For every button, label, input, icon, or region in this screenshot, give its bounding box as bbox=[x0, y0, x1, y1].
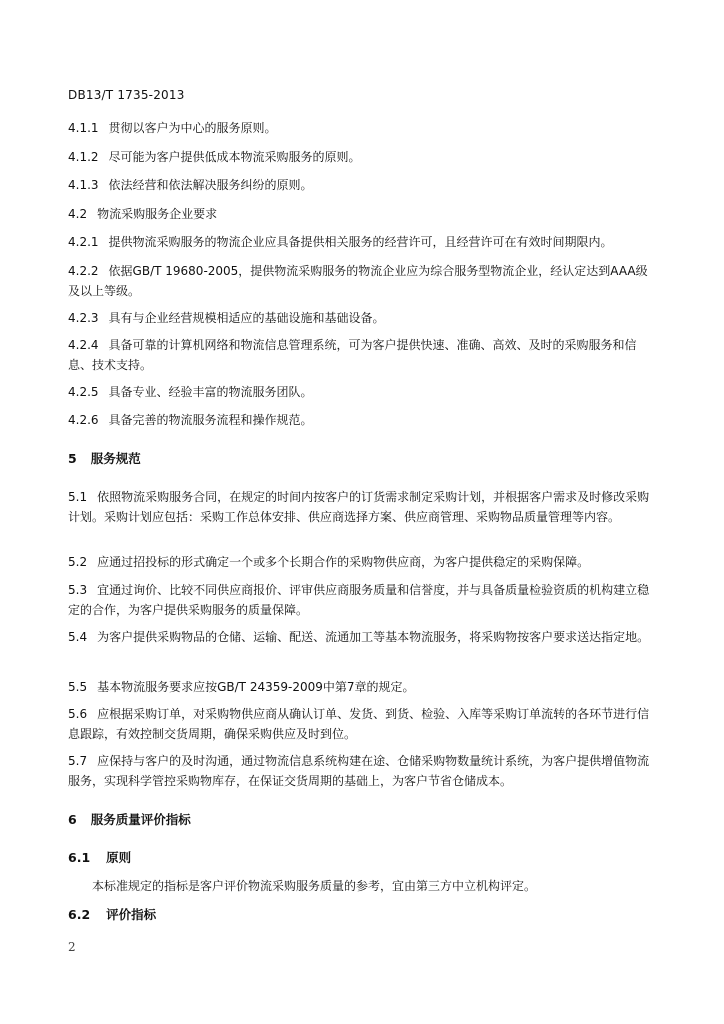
clause-4-2-6: 4.2.6 具备完善的物流服务流程和操作规范。 bbox=[68, 413, 313, 427]
section-6-1-body: 本标准规定的指标是客户评价物流采购服务质量的参考，宜由第三方中立机构评定。 bbox=[92, 879, 537, 893]
clause-5-3: 5.3 宜通过询价、比较不同供应商报价、评审供应商服务质量和信誉度，并与具备质量检验资质的机构建立稳定的合作，为客户提供采购服务的质量保障。 bbox=[68, 583, 650, 617]
clause-4-1-3: 4.1.3 依法经营和依法解决服务纠纷的原则。 bbox=[68, 178, 313, 192]
clause-5-6: 5.6 应根据采购订单，对采购物供应商从确认订单、发货、到货、检验、入库等采购订单流转的各环节进行信息跟踪，有效控制交货周期，确保采购供应及时到位。 bbox=[68, 707, 650, 741]
clause-4-1-1: 4.1.1 贯彻以客户为中心的服务原则。 bbox=[68, 121, 277, 135]
section-6-heading: 6 服务质量评价指标 bbox=[68, 812, 191, 827]
page-number: 2 bbox=[68, 940, 76, 954]
clause-4-1-2: 4.1.2 尽可能为客户提供低成本物流采购服务的原则。 bbox=[68, 150, 361, 164]
clause-4-2: 4.2 物流采购服务企业要求 bbox=[68, 207, 218, 221]
clause-4-2-3: 4.2.3 具有与企业经营规模相适应的基础设施和基础设备。 bbox=[68, 311, 385, 325]
clause-5-7: 5.7 应保持与客户的及时沟通，通过物流信息系统构建在途、仓储采购物数量统计系统，为客户提供增值物流服务，实现科学管控采购物库存，在保证交货周期的基础上，为客户节省仓储成本。 bbox=[68, 754, 650, 788]
clause-4-2-5: 4.2.5 具备专业、经验丰富的物流服务团队。 bbox=[68, 385, 313, 399]
document-code: DB13/T 1735-2013 bbox=[68, 88, 185, 102]
clause-5-1: 5.1 依照物流采购服务合同，在规定的时间内按客户的订货需求制定采购计划，并根据客户需求及时修改采购计划。采购计划应包括：采购工作总体安排、供应商选择方案、供应商管理、采购物品质量管理等内容。 bbox=[68, 490, 650, 524]
clause-4-2-2: 4.2.2 依据GB/T 19680-2005，提供物流采购服务的物流企业应为综合服务型物流企业，经认定达到AAA级及以上等级。 bbox=[68, 264, 648, 298]
clause-5-5: 5.5 基本物流服务要求应按GB/T 24359-2009中第7章的规定。 bbox=[68, 680, 415, 694]
clause-4-2-4: 4.2.4 具备可靠的计算机网络和物流信息管理系统，可为客户提供快速、准确、高效、及时的采购服务和信息、技术支持。 bbox=[68, 338, 637, 372]
clause-4-2-1: 4.2.1 提供物流采购服务的物流企业应具备提供相关服务的经营许可，且经营许可在有效时间期限内。 bbox=[68, 235, 613, 249]
section-5-heading: 5 服务规范 bbox=[68, 451, 141, 466]
section-6-2-heading: 6.2 评价指标 bbox=[68, 907, 157, 922]
clause-5-2: 5.2 应通过招投标的形式确定一个或多个长期合作的采购物供应商，为客户提供稳定的采购保障。 bbox=[68, 555, 590, 569]
clause-5-4: 5.4 为客户提供采购物品的仓储、运输、配送、流通加工等基本物流服务，将采购物按客户要求送达指定地。 bbox=[68, 630, 650, 644]
section-6-1-heading: 6.1 原则 bbox=[68, 850, 132, 865]
